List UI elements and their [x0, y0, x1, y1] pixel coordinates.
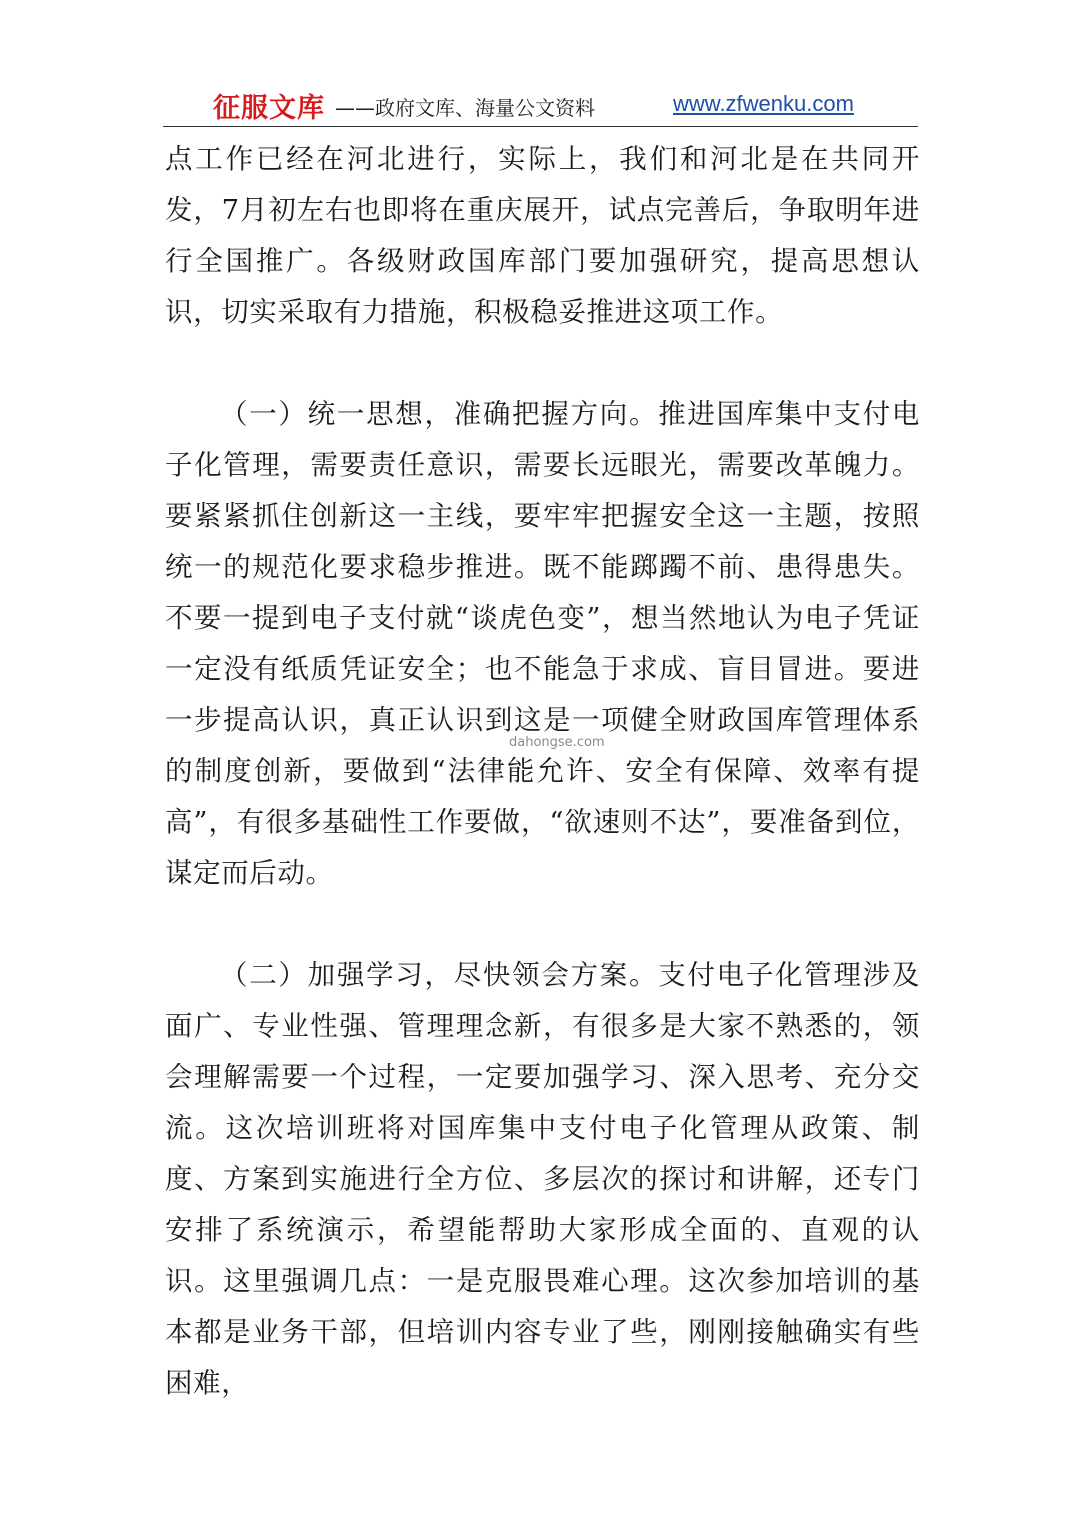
paragraph-section-2: （二）加强学习，尽快领会方案。支付电子化管理涉及面广、专业性强、管理理念新，有很多是大家不熟悉的，领会理解需要一个过程，一定要加强学习、深入思考、充分交流。这次培训班将对国库集中支付电子化管理从政策、制度、方案到实施进行全方位、多层次的探讨和讲解，还专门安排了系统演示，希望能帮助大家形成全面的、直观的认识。这里强调几点：一是克服畏难心理。这次参加培训的基本都是业务干部，但培训内容专业了些，刚刚接触确实有些困难， — [165, 959, 920, 1399]
header-tagline: ——政府文库、海量公文资料 — [335, 96, 595, 120]
watermark-text: dahongse.com — [509, 735, 605, 750]
document-body — [165, 134, 920, 1409]
site-url-link[interactable]: www.zfwenku.com — [673, 91, 854, 116]
paragraph-section-1: （一）统一思想，准确把握方向。推进国库集中支付电子化管理，需要责任意识，需要长远眼光，需要改革魄力。要紧紧抓住创新这一主线，要牢牢把握安全这一主题，按照统一的规范化要求稳步推进。既不能踯躅不前、患得患失。不要一提到电子支付就“谈虎色变”，想当然地认为电子凭证一定没有纸质凭证安全；也不能急于求成、盲目冒进。要进一步提高认识，真正认识到这是一项健全财政国库管理体系的制度创新，要做到“法律能允许、安全有保障、效率有提高”，有很多基础性工作要做，“欲速则不达”，要准备到位，谋定而后动。 — [165, 398, 920, 889]
page-header — [163, 82, 918, 127]
paragraph-continued: 点工作已经在河北进行，实际上，我们和河北是在共同开发，7月初左右也即将在重庆展开，试点完善后，争取明年进行全国推广。各级财政国库部门要加强研究，提高思想认识，切实采取有力措施，积极稳妥推进这项工作。 — [165, 143, 920, 328]
brand-logo-text: 征服文库 — [213, 93, 325, 124]
